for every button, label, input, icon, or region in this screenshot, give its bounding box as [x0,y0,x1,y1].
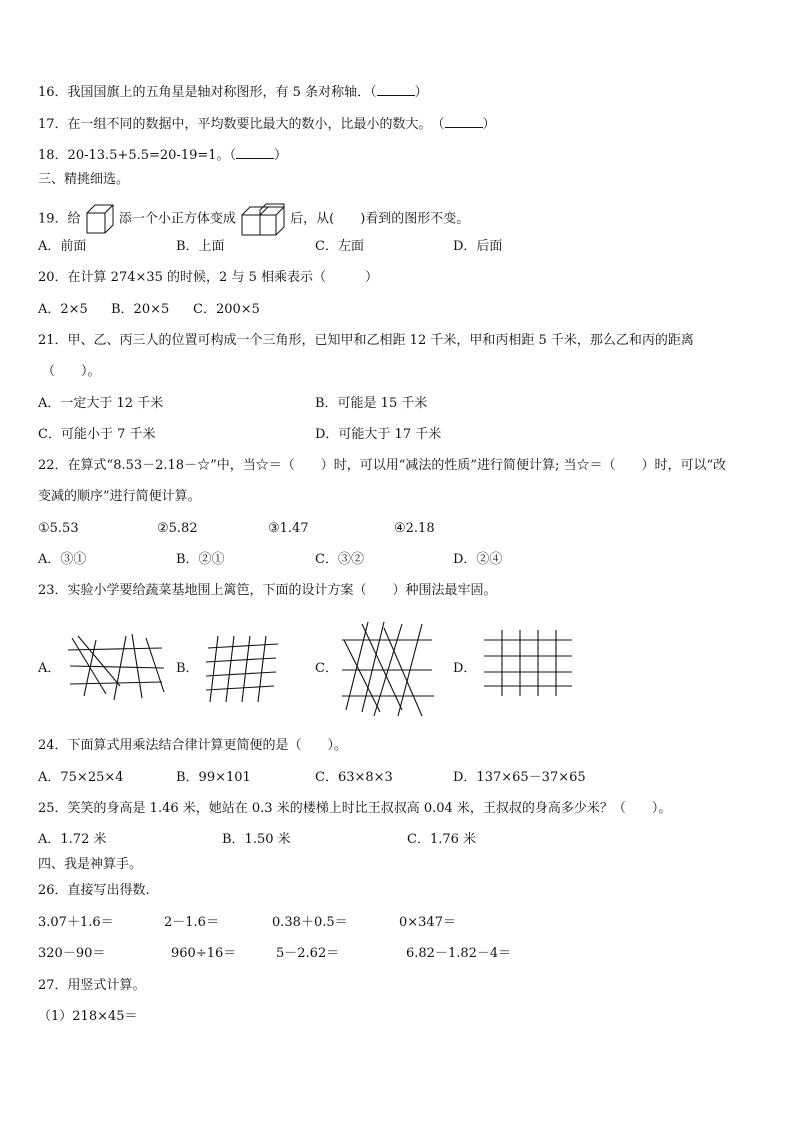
question-21-cont: （ ）。 [42,364,101,379]
q24-option-b[interactable]: B．99×101 [176,770,251,785]
answer-blank[interactable] [445,115,483,128]
q19-option-b[interactable]: B．上面 [176,239,225,254]
q22-item-2: ②5.82 [157,521,198,536]
q22-option-c[interactable]: C．③② [315,552,364,567]
q25-option-c[interactable]: C．1.76 米 [407,832,477,847]
calc-item: 320－90＝ [38,946,106,961]
calc-item: 6.82－1.82－4＝ [406,946,512,961]
question-17: 17．在一组不同的数据中，平均数要比最大的数小，比最小的数大。 （ ） [38,117,496,132]
question-26: 26．直接写出得数. [38,883,150,898]
q21-option-c[interactable]: C．可能小于 7 千米 [38,427,156,442]
answer-blank[interactable] [377,83,415,96]
q19-option-a[interactable]: A．前面 [38,239,87,254]
q23-option-a[interactable]: A． [38,661,61,676]
q22-option-b[interactable]: B．②① [176,552,225,567]
answer-blank[interactable] [236,146,274,159]
q25-option-b[interactable]: B．1.50 米 [222,832,291,847]
q20-option-c[interactable]: C．200×5 [193,302,260,317]
section-3-heading: 三、精挑细选。 [38,172,130,187]
q24-option-c[interactable]: C．63×8×3 [315,770,393,785]
question-22: 22．在算式“8.53－2.18－☆”中，当☆＝（ ）时，可以用“减法的性质”进行简便计算; 当☆＝（ ）时，可以“改 [38,458,727,473]
calc-item: 960÷16＝ [171,946,237,961]
q21-option-a[interactable]: A．一定大于 12 千米 [38,396,164,411]
fence-diagram-a [66,630,166,702]
calc-item: 0×347＝ [399,915,456,930]
section-4-heading: 四、我是神算手。 [38,857,143,872]
q22-item-1: ①5.53 [38,521,79,536]
q19-option-c[interactable]: C．左面 [315,239,364,254]
calc-item: 5－2.62＝ [276,946,340,961]
q22-item-4: ④2.18 [394,521,435,536]
q21-option-d[interactable]: D．可能大于 17 千米 [315,427,442,442]
question-27-part-1: （1）218×45＝ [38,1009,138,1024]
q24-option-d[interactable]: D．137×65－37×65 [453,770,586,785]
single-cube-icon [85,203,115,235]
question-19: 19．给 添一个小正方体变成 后，从( )看到的图形不变。 [38,202,469,236]
fence-diagram-b [204,632,280,704]
question-21: 21．甲、乙、丙三人的位置可构成一个三角形，已知甲和乙相距 12 千米，甲和丙相距 5 千米，那么乙和丙的距离 [38,333,694,348]
q20-option-a[interactable]: A．2×5 [38,302,88,317]
q22-item-3: ③1.47 [268,521,309,536]
q22-option-d[interactable]: D．②④ [453,552,503,567]
question-22-cont: 变减的顺序”进行简便计算。 [38,489,201,504]
q23-option-b[interactable]: B． [176,661,199,676]
question-25: 25．笑笑的身高是 1.46 米，她站在 0.3 米的楼梯上时比王叔叔高 0.04 米，王叔叔的身高多少米？（ ）。 [38,801,672,816]
question-18: 18．20-13.5+5.5=20-19=1。（ ） [38,148,288,163]
question-20: 20．在计算 274×35 的时候，2 与 5 相乘表示（ ） [38,270,378,285]
q21-option-b[interactable]: B．可能是 15 千米 [315,396,428,411]
q25-option-a[interactable]: A．1.72 米 [38,832,107,847]
q22-option-a[interactable]: A．③① [38,552,87,567]
calc-item: 3.07＋1.6＝ [38,915,114,930]
q24-option-a[interactable]: A．75×25×4 [38,770,124,785]
two-cubes-icon [240,202,286,236]
fence-diagram-c [340,620,436,718]
q19-option-d[interactable]: D．后面 [453,239,503,254]
q23-option-c[interactable]: C． [315,661,338,676]
question-23: 23．实验小学要给蔬菜基地围上篱笆，下面的设计方案（ ）种围法最牢固。 [38,583,497,598]
question-16: 16．我国国旗上的五角星是轴对称图形，有 5 条对称轴．（ ） [38,85,428,100]
question-24: 24．下面算式用乘法结合律计算更简便的是（ ）。 [38,738,348,753]
q23-option-d[interactable]: D． [453,661,477,676]
question-27: 27．用竖式计算。 [38,978,146,993]
fence-diagram-d [482,628,576,698]
q20-option-b[interactable]: B．20×5 [111,302,170,317]
calc-item: 2－1.6＝ [164,915,219,930]
calc-item: 0.38＋0.5＝ [272,915,348,930]
